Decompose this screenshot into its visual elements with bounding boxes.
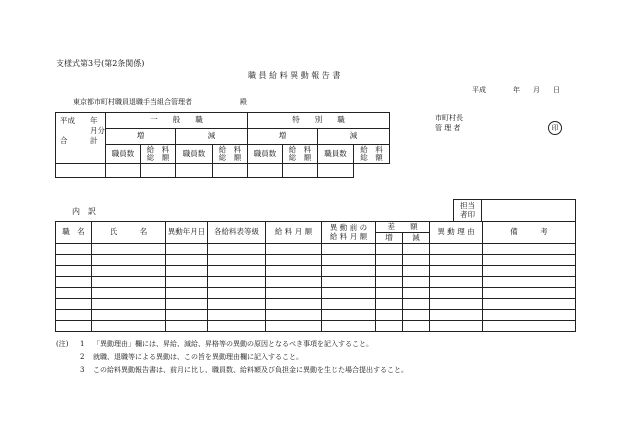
staff-count-header: 職員数 [176,145,213,164]
detail-cell[interactable] [208,299,266,310]
detail-cell[interactable] [92,299,166,310]
col-remarks: 備 考 [483,222,576,244]
salary-total-header: 給 料 総 額 [283,145,318,164]
detail-cell[interactable] [483,255,576,266]
date-era: 平成 [472,86,486,94]
date-day: 日 [553,86,560,94]
detail-table [55,221,576,332]
stamp-label: 担当 者印 [454,200,482,222]
detail-row [56,299,576,310]
sender-line-2: 管 理 者 [435,124,461,132]
salary-total-header: 給 料 総 額 [213,145,248,164]
special-staff-header: 特 別 職 [248,113,390,129]
detail-rows [56,244,576,332]
detail-cell[interactable] [430,288,483,299]
detail-cell[interactable] [483,266,576,277]
total-label-1: 合 [60,136,68,145]
sender-line-1: 市町村長 [435,114,463,122]
summary-value-cell[interactable] [106,164,141,178]
detail-cell[interactable] [322,299,376,310]
detail-cell[interactable] [483,277,576,288]
detail-cell[interactable] [322,310,376,321]
detail-cell[interactable] [56,321,92,332]
summary-value-cell[interactable] [248,164,283,178]
general-staff-header: 一 般 職 [106,113,248,129]
detail-cell[interactable] [322,288,376,299]
detail-cell[interactable] [56,266,92,277]
detail-cell[interactable] [403,310,430,321]
detail-cell[interactable] [376,310,403,321]
seal-mark: 印 [548,121,562,135]
note-2-text: 就職、退職等による異動は、この旨を異動理由欄に記入すること。 [93,353,303,361]
summary-value-cell[interactable] [283,164,318,178]
detail-cell[interactable] [322,255,376,266]
period-era: 平成 [60,116,75,125]
detail-cell[interactable] [403,288,430,299]
date-year: 年 [513,86,520,94]
summary-value-cell[interactable] [213,164,248,178]
detail-row [56,266,576,277]
detail-section-label: 内 訳 [72,207,96,216]
detail-cell[interactable] [376,277,403,288]
col-position: 職 名 [56,222,92,244]
detail-cell[interactable] [322,321,376,332]
col-reason: 異 動 理 由 [430,222,483,244]
summary-table [55,112,390,178]
detail-row [56,255,576,266]
detail-row [56,277,576,288]
detail-cell[interactable] [92,310,166,321]
detail-cell[interactable] [166,321,208,332]
detail-cell[interactable] [92,321,166,332]
detail-cell[interactable] [208,288,266,299]
detail-cell[interactable] [376,255,403,266]
detail-cell[interactable] [266,310,322,321]
detail-cell[interactable] [166,255,208,266]
staff-count-header: 職員数 [248,145,283,164]
addressee: 東京都市町村職員退職手当組合管理者 [73,98,192,106]
detail-cell[interactable] [56,288,92,299]
special-decrease-header: 減 [318,129,390,145]
summary-value-cell[interactable] [318,164,354,178]
detail-cell[interactable] [483,244,576,255]
detail-cell[interactable] [322,277,376,288]
detail-cell[interactable] [430,255,483,266]
detail-cell[interactable] [208,310,266,321]
addressee-honorific: 殿 [240,98,247,106]
detail-cell[interactable] [92,244,166,255]
detail-cell[interactable] [266,244,322,255]
detail-cell[interactable] [266,277,322,288]
col-name: 氏 名 [92,222,166,244]
col-difference: 差 額 [376,222,430,233]
period-month: 月分 [90,126,105,135]
detail-row [56,288,576,299]
detail-cell[interactable] [430,310,483,321]
detail-cell[interactable] [483,288,576,299]
detail-cell[interactable] [376,321,403,332]
col-difference-increase: 増 [376,233,403,244]
note-1-text: 「異動理由」欄には、昇給、減給、昇格等の異動の原因となるべき事項を記入すること。 [93,340,373,348]
period-year: 年 [90,116,98,125]
detail-cell[interactable] [266,288,322,299]
detail-cell[interactable] [322,244,376,255]
stamp-field[interactable] [482,200,576,222]
period-label-cell [56,113,106,164]
summary-value-cell[interactable] [141,164,176,178]
salary-total-header: 給 料 総 額 [141,145,176,164]
detail-row [56,310,576,321]
detail-cell[interactable] [430,299,483,310]
detail-cell[interactable] [166,299,208,310]
detail-cell[interactable] [166,277,208,288]
note-2-number: 2 [80,353,85,361]
note-3-text: この給料異動報告書は、前月に比し、職員数、給料額及び負担金に異動を生じた場合提出すること。 [93,366,408,374]
detail-cell[interactable] [208,255,266,266]
total-label-2: 計 [90,136,98,145]
detail-cell[interactable] [208,244,266,255]
salary-total-header: 給 料 総 額 [354,145,390,164]
detail-cell[interactable] [403,255,430,266]
detail-cell[interactable] [376,288,403,299]
staff-count-header: 職員数 [106,145,141,164]
notes-label: (注) [56,340,69,348]
detail-row [56,321,576,332]
detail-cell[interactable] [166,244,208,255]
detail-cell[interactable] [56,255,92,266]
detail-cell[interactable] [403,321,430,332]
col-salary: 給 料 月 額 [266,222,322,244]
detail-cell[interactable] [430,244,483,255]
detail-cell[interactable] [483,310,576,321]
detail-cell[interactable] [92,288,166,299]
col-difference-decrease: 減 [403,233,430,244]
detail-cell[interactable] [403,244,430,255]
detail-cell[interactable] [92,277,166,288]
detail-cell[interactable] [403,277,430,288]
detail-cell[interactable] [56,299,92,310]
detail-cell[interactable] [376,244,403,255]
detail-cell[interactable] [430,266,483,277]
general-increase-header: 増 [106,129,176,145]
note-3-number: 3 [80,366,85,374]
detail-cell[interactable] [376,299,403,310]
detail-row [56,244,576,255]
detail-cell[interactable] [266,255,322,266]
detail-cell[interactable] [483,299,576,310]
detail-cell[interactable] [322,266,376,277]
detail-cell[interactable] [166,288,208,299]
col-date: 異動年月日 [166,222,208,244]
detail-cell[interactable] [56,244,92,255]
detail-cell[interactable] [208,277,266,288]
general-decrease-header: 減 [176,129,248,145]
detail-cell[interactable] [208,266,266,277]
detail-cell[interactable] [166,266,208,277]
detail-cell[interactable] [92,266,166,277]
staff-count-header: 職員数 [318,145,354,164]
document-title: 職 員 給 料 異 動 報 告 書 [248,71,341,80]
detail-cell[interactable] [430,277,483,288]
date-month: 月 [533,86,540,94]
summary-value-cell[interactable] [176,164,213,178]
note-1-number: 1 [80,340,85,348]
detail-cell[interactable] [56,277,92,288]
detail-cell[interactable] [266,321,322,332]
detail-cell[interactable] [266,299,322,310]
detail-cell[interactable] [430,321,483,332]
detail-cell[interactable] [166,310,208,321]
special-increase-header: 増 [248,129,318,145]
detail-cell[interactable] [403,299,430,310]
detail-cell[interactable] [483,321,576,332]
detail-cell[interactable] [56,310,92,321]
detail-cell[interactable] [403,266,430,277]
detail-cell[interactable] [208,321,266,332]
detail-cell[interactable] [376,266,403,277]
col-previous-salary: 異 動 前 の 給 料 月 額 [322,222,376,244]
col-grade: 各給料表等級 [208,222,266,244]
stamp-box [453,199,576,222]
detail-cell[interactable] [266,266,322,277]
form-number: 支様式第3号(第2条関係) [56,59,145,68]
summary-value-cell[interactable] [56,164,106,178]
detail-cell[interactable] [92,255,166,266]
